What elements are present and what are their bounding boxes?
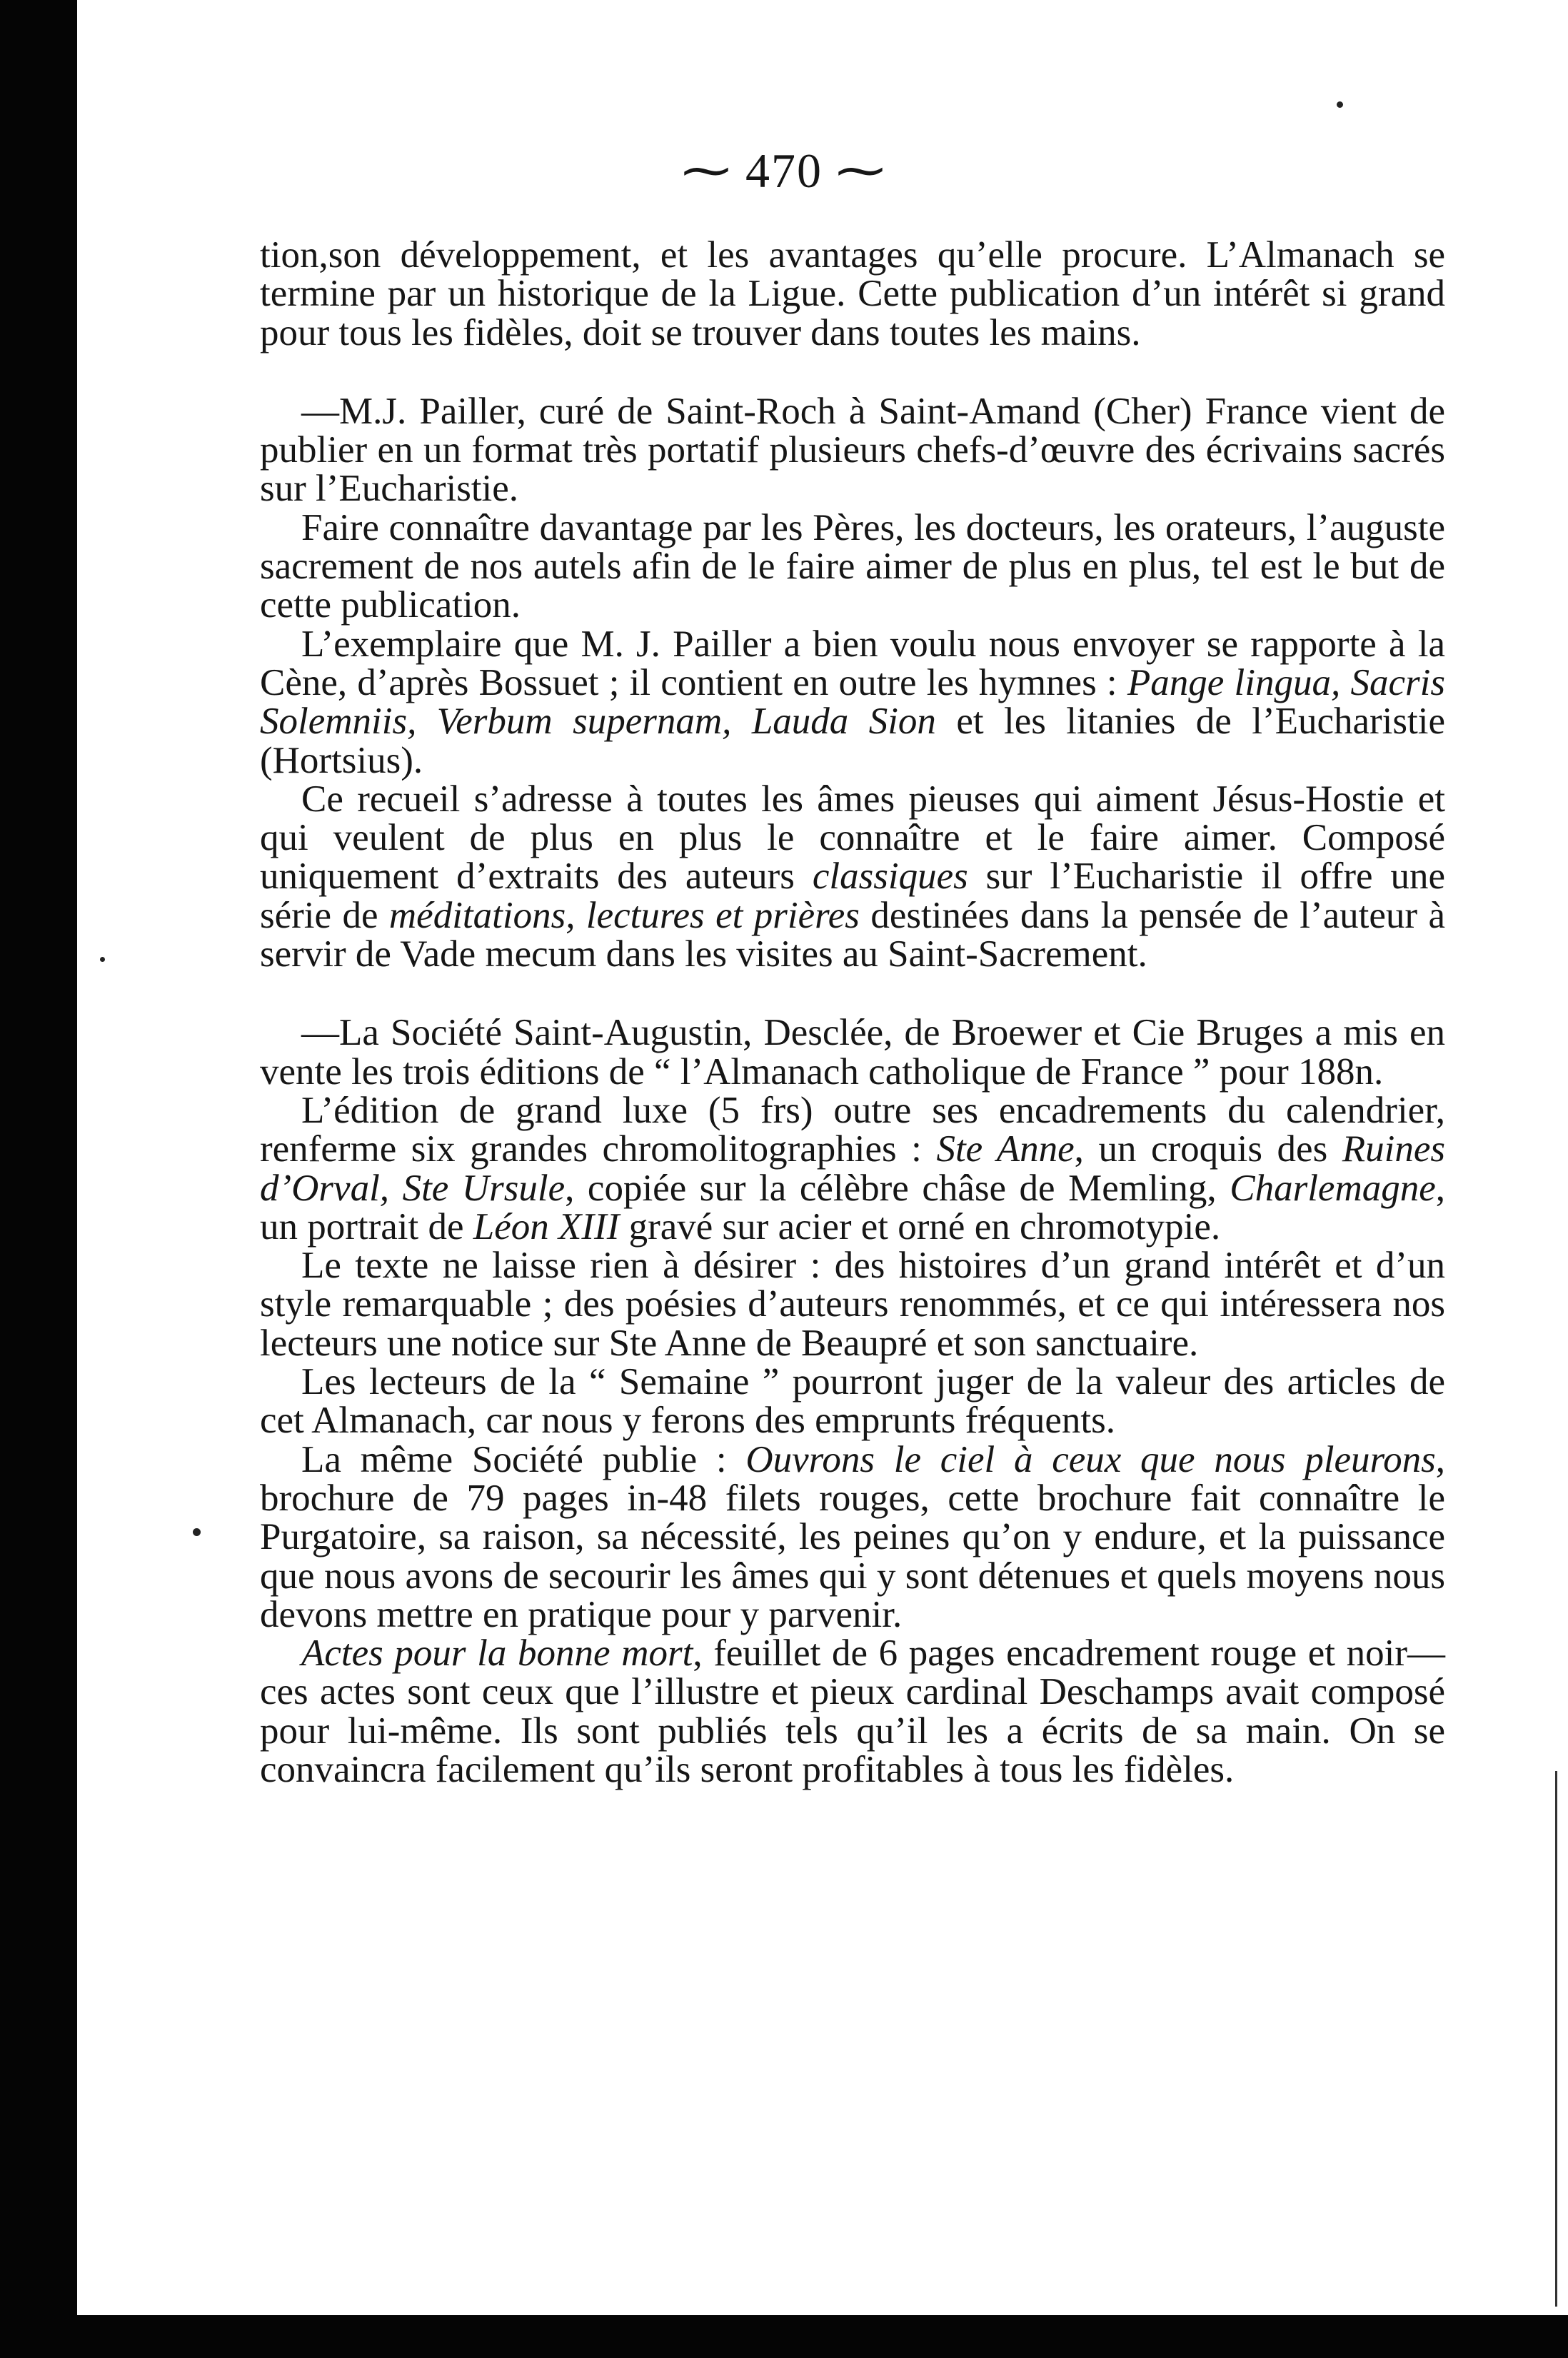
ornament-right: ⁓ (836, 144, 886, 198)
text-run: tion,son développement, et les avantages qu’elle procure. L’Almanach se termine par un historique de la Ligue. Cette publication d’un intérêt si grand pour tous les fidèles, doit se trouver dans toutes les mains. (260, 234, 1445, 353)
italic-run: Léon XIII (473, 1205, 620, 1248)
page-number-value: 470 (745, 144, 823, 198)
text-run: , un portrait de (260, 1167, 1445, 1248)
scan-speck (100, 957, 105, 962)
paragraph (260, 392, 1445, 508)
italic-run: Ouvrons le ciel à ceux que nous pleurons (745, 1438, 1436, 1480)
scan-speck (193, 1528, 201, 1536)
text-run: , un croquis des (1074, 1128, 1342, 1170)
paragraph (260, 508, 1445, 625)
paragraph (260, 1246, 1445, 1363)
italic-run: Ste Anne (936, 1128, 1075, 1170)
italic-run: Ruines d’Orval, Ste Ursule (260, 1128, 1445, 1209)
text-run: , brochure de 79 pages in-48 filets rouges, cette brochure fait connaître le Purgatoire, sa raison, sa nécessité, les peines qu’on y endure, et la puissance que nous avons de secourir les âmes qui y sont détenues et quels moyens nous devons mettre en pratique pour y parvenir. (260, 1438, 1445, 1635)
text-run: —M.J. Pailler, curé de Saint-Roch à Saint-Amand (Cher) France vient de publier en un format très portatif plusieurs chefs-d’œuvre des écrivains sacrés sur l’Eucharistie. (260, 390, 1445, 510)
text-run: L’édition de grand luxe (5 frs) outre ses encadrements du calendrier, renferme six grandes chromolitographies : (260, 1089, 1445, 1170)
italic-run: Actes pour la bonne mort (301, 1632, 693, 1675)
text-run: et les litanies de l’Eucharistie (Hortsius). (260, 701, 1445, 781)
italic-run: méditations, lectures et prières (388, 894, 860, 936)
scan-right-edge-line (1555, 1771, 1557, 2307)
italic-run: Pange lingua, Sacris Solemniis, Verbum supernam, Lauda Sion (260, 661, 1445, 743)
italic-run: Charlemagne (1230, 1167, 1436, 1209)
text-run: Le texte ne laisse rien à désirer : des histoires d’un grand intérêt et d’un style remarquable ; des poésies d’auteurs renommés, et ce qui intéressera nos lecteurs une notice sur Ste Anne de Beaupré et son sanctuaire. (260, 1245, 1445, 1364)
page-number (0, 143, 1568, 199)
text-run: Faire connaître davantage par les Pères, les docteurs, les orateurs, l’auguste sacrement de nos autels afin de le faire aimer de plus en plus, tel est le but de cette publication. (260, 506, 1445, 626)
scan-bottom-border (77, 2315, 1568, 2358)
text-run: , feuillet de 6 pages encadrement rouge et noir—ces actes sont ceux que l’illustre et pieux cardinal Deschamps avait composé pour lui-même. Ils sont publiés tels qu’il les a écrits de sa main. On se convaincra facilement qu’ils seront profitables à tous les fidèles. (260, 1632, 1445, 1790)
scan-left-border (0, 0, 77, 2358)
text-run: destinées dans la pensée de l’auteur à servir de Vade mecum dans les visites au Saint-Sacrement. (260, 894, 1446, 975)
text-run: —La Société Saint-Augustin, Desclée, de Broewer et Cie Bruges a mis en vente les trois éditions de “ l’Almanach catholique de France ” pour 188n. (260, 1012, 1445, 1093)
paragraph (260, 236, 1445, 352)
paragraph (260, 1440, 1445, 1634)
paragraph (260, 780, 1445, 973)
text-run: , copiée sur la célèbre châse de Memling, (565, 1167, 1230, 1209)
ornament-left: ⁓ (682, 144, 732, 198)
paragraph (260, 1013, 1445, 1091)
paragraph (260, 1091, 1445, 1246)
italic-run: classiques (812, 856, 968, 898)
text-run: L’exemplaire que M. J. Pailler a bien voulu nous envoyer se rapporte à la Cène, d’après Bossuet ; il contient en outre les hymnes : (260, 623, 1445, 703)
paragraph (260, 625, 1445, 780)
text-run: La même Société publie : (301, 1438, 746, 1480)
paragraph (260, 1634, 1445, 1789)
text-run: sur l’Eucharistie il offre une série de (260, 856, 1445, 936)
text-run: Ce recueil s’adresse à toutes les âmes pieuses qui aiment Jésus-Hostie et qui veulent de plus en plus le connaître et le faire aimer. Composé uniquement d’extraits des auteurs (260, 778, 1445, 898)
text-run: Les lecteurs de la “ Semaine ” pourront juger de la valeur des articles de cet Almanach, car nous y ferons des emprunts fréquents. (260, 1361, 1445, 1442)
body-text (260, 236, 1445, 1789)
scan-speck (1337, 101, 1343, 108)
paragraph (260, 1363, 1445, 1440)
text-run: gravé sur acier et orné en chromotypie. (619, 1205, 1221, 1248)
